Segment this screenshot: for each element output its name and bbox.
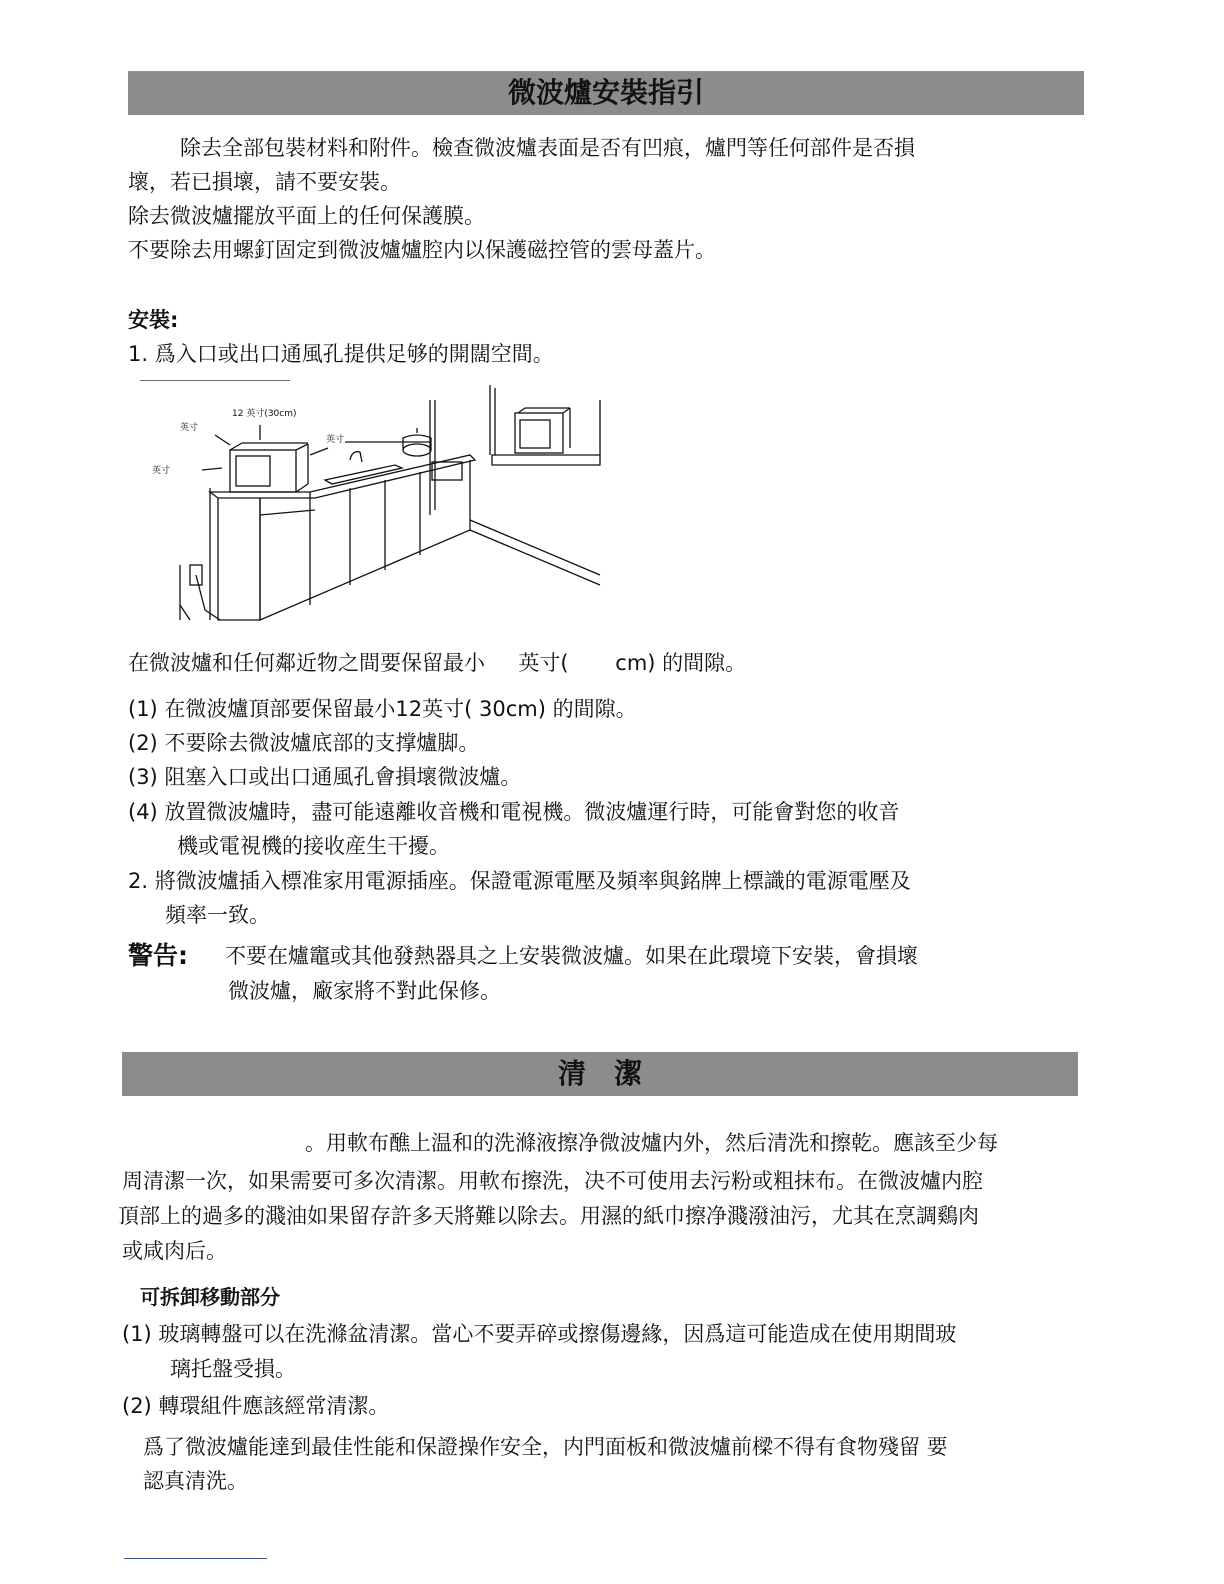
intro-line-4: 不要除去用螺釘固定到微波爐爐腔内以保護磁控管的雲母蓋片。 [128, 238, 716, 262]
install-title: 微波爐安裝指引 [507, 76, 704, 109]
warning-line-2: 微波爐，廠家將不對此保修。 [228, 979, 501, 1003]
cleaning-item-1: (1) 玻璃轉盤可以在洗滌盆清潔。當心不要弄碎或擦傷邊緣，因爲這可能造成在使用期間玻 [122, 1322, 957, 1346]
intro-line-2: 壞，若已損壞，請不要安裝。 [128, 170, 401, 194]
cleaning-title: 清 潔 [557, 1057, 642, 1090]
closing-line-2: 認真清洗。 [143, 1469, 248, 1493]
step-2-line-2: 頻率一致。 [165, 903, 270, 927]
cleaning-line-1: 。用軟布醮上温和的洗滌液擦净微波爐内外，然后清洗和擦乾。應該至少每 [305, 1131, 998, 1155]
install-item-4: (4) 放置微波爐時，盡可能遠離收音機和電視機。微波爐運行時，可能會對您的收音 [128, 800, 900, 824]
diagram-label-top: 12 英寸(30cm) [232, 409, 297, 419]
install-item-4-cont: 機或電視機的接收産生干擾。 [177, 834, 450, 858]
kitchen-illustration [140, 380, 610, 630]
step-1: 1. 爲入口或出口通風孔提供足够的開闊空間。 [128, 342, 554, 366]
cleaning-line-2: 周清潔一次，如果需要可多次清潔。用軟布擦洗，决不可使用去污粉或粗抹布。在微波爐内腔 [122, 1169, 983, 1193]
cleaning-line-3: 頂部上的過多的濺油如果留存許多天將難以除去。用濕的紙巾擦净濺潑油污，尤其在烹調鷄肉 [118, 1204, 979, 1228]
closing-line-1: 爲了微波爐能達到最佳性能和保證操作安全，内門面板和微波爐前樑不得有食物殘留 要 [143, 1435, 948, 1459]
cleaning-item-2: (2) 轉環組件應該經常清潔。 [122, 1394, 390, 1418]
install-title-bar [128, 71, 1084, 115]
warning-line-1: 不要在爐竈或其他發熱器具之上安裝微波爐。如果在此環境下安裝，會損壞 [225, 944, 918, 968]
intro-line-3: 除去微波爐擺放平面上的任何保護膜。 [128, 204, 485, 228]
cleaning-item-1-cont: 璃托盤受損。 [170, 1357, 296, 1381]
cleaning-line-4: 或咸肉后。 [122, 1239, 227, 1263]
cleaning-title-bar [122, 1052, 1078, 1096]
footnote-divider [124, 1558, 267, 1559]
install-item-1: (1) 在微波爐頂部要保留最小12英寸( 30cm) 的間隙。 [128, 697, 637, 721]
step-2-line-1: 2. 將微波爐插入標准家用電源插座。保證電源電壓及頻率與銘牌上標識的電源電壓及 [128, 869, 911, 893]
warning-label: 警告: [128, 941, 188, 970]
diagram-label-left: 英寸 [152, 466, 171, 476]
install-item-2: (2) 不要除去微波爐底部的支撑爐脚。 [128, 731, 480, 755]
diagram-label-right: 英寸 [326, 435, 345, 445]
kitchen-diagram [140, 380, 610, 630]
install-item-3: (3) 阻塞入口或出口通風孔會損壞微波爐。 [128, 765, 522, 789]
clearance-text: 在微波爐和任何鄰近物之間要保留最小 英寸( cm) 的間隙。 [128, 651, 747, 675]
diagram-label-left-top: 英寸 [180, 423, 199, 433]
install-heading: 安裝: [128, 308, 179, 332]
intro-line-1: 除去全部包裝材料和附件。檢查微波爐表面是否有凹痕，爐門等任何部件是否損 [180, 136, 915, 160]
cleaning-subheading: 可拆卸移動部分 [140, 1285, 280, 1309]
